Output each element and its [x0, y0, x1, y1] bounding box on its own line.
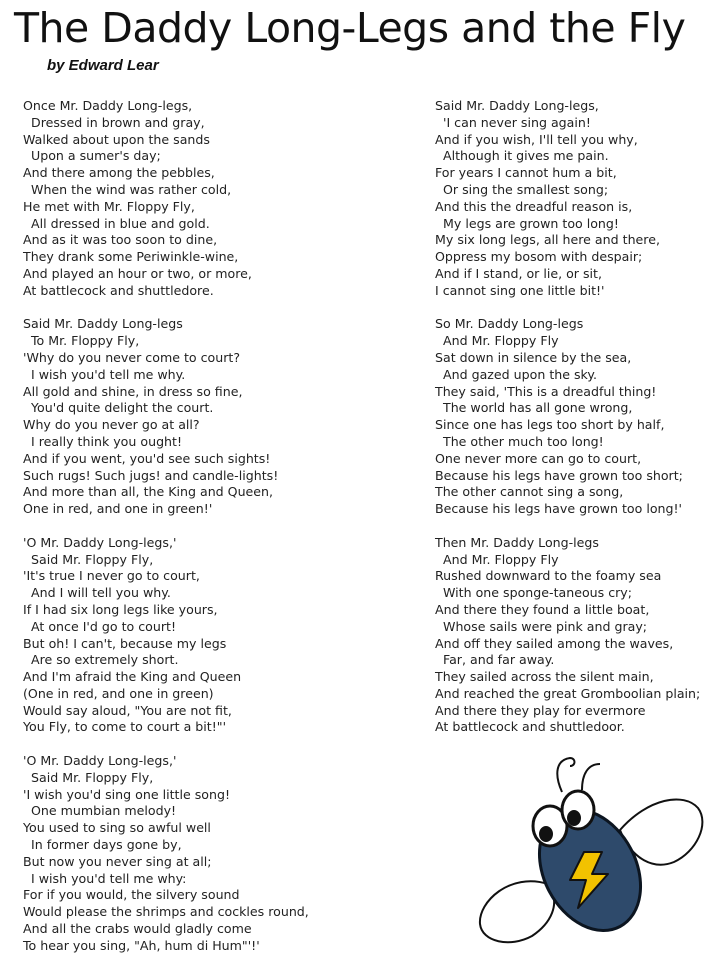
poem-line: 'I can never sing again!: [443, 114, 591, 130]
poem-line: For years I cannot hum a bit,: [435, 165, 617, 181]
fly-antenna-right: [582, 764, 600, 790]
poem-line: And I will tell you why.: [31, 585, 171, 601]
poem-line: And if I stand, or lie, or sit,: [435, 265, 602, 281]
poem-line: Then Mr. Daddy Long-legs: [435, 534, 599, 550]
poem-line: 'Why do you never come to court?: [23, 349, 241, 365]
stanza: [435, 535, 715, 737]
poem-line: Oppress my bosom with despair;: [435, 249, 643, 265]
poem-line: The other much too long!: [443, 433, 604, 449]
poem-line: Said Mr. Floppy Fly,: [31, 769, 154, 785]
poem-line: He met with Mr. Floppy Fly,: [23, 198, 195, 214]
poem-line: In former days gone by,: [31, 837, 182, 853]
stanza: [23, 98, 418, 300]
poem-line: Such rugs! Such jugs! and candle-lights!: [23, 467, 279, 483]
fly-wing-left: [480, 881, 554, 942]
poem-line: And reached the great Gromboolian plain;: [435, 685, 701, 701]
poem-line: Why do you never go at all?: [23, 417, 200, 433]
poem-column-right: [435, 98, 715, 753]
fly-pupil-right: [567, 810, 581, 826]
poem-line: And all the crabs would gladly come: [23, 921, 252, 937]
poem-line: At battlecock and shuttledore.: [23, 282, 214, 298]
poem-line: Rushed downward to the foamy sea: [435, 568, 662, 584]
poem-line: I really think you ought!: [31, 433, 183, 449]
poem-line: And if you went, you'd see such sights!: [23, 450, 271, 466]
poem-line: At battlecock and shuttledoor.: [435, 719, 625, 735]
poem-line: And Mr. Floppy Fly: [443, 551, 559, 567]
poem-line: And as it was too soon to dine,: [23, 232, 218, 248]
poem-author: by Edward Lear: [47, 57, 159, 74]
poem-line: One never more can go to court,: [435, 450, 642, 466]
poem-line: Because his legs have grown too short;: [435, 467, 683, 483]
poem-line: Would please the shrimps and cockles round,: [23, 904, 309, 920]
poem-line: Whose sails were pink and gray;: [443, 618, 648, 634]
poem-line: And Mr. Floppy Fly: [443, 333, 559, 349]
poem-line: Upon a sumer's day;: [31, 148, 161, 164]
poem-line: But oh! I can't, because my legs: [23, 635, 227, 651]
poem-line: Said Mr. Daddy Long-legs,: [435, 98, 599, 113]
poem-line: Dressed in brown and gray,: [31, 114, 205, 130]
poem-line: Since one has legs too short by half,: [435, 417, 665, 433]
poem-line: They sailed across the silent main,: [435, 669, 654, 685]
poem-line: You used to sing so awful well: [23, 820, 211, 836]
poem-line: Although it gives me pain.: [443, 148, 609, 164]
poem-line: So Mr. Daddy Long-legs: [435, 316, 584, 332]
poem-line: My legs are grown too long!: [443, 215, 619, 231]
poem-line: With one sponge-taneous cry;: [443, 585, 632, 601]
poem-line: I wish you'd tell me why.: [31, 366, 186, 382]
poem-line: The other cannot sing a song,: [435, 484, 624, 500]
poem-line: All gold and shine, in dress so fine,: [23, 383, 243, 399]
poem-line: 'O Mr. Daddy Long-legs,': [23, 534, 177, 550]
poem-line: To Mr. Floppy Fly,: [31, 333, 140, 349]
poem-line: Because his legs have grown too long!': [435, 501, 683, 517]
stanza: [435, 316, 715, 518]
poem-line: Once Mr. Daddy Long-legs,: [23, 98, 193, 113]
poem-line: And there they play for evermore: [435, 702, 646, 718]
poem-line: To hear you sing, "Ah, hum di Hum"'!': [23, 937, 260, 953]
fly-icon: [470, 752, 710, 952]
poem-line: When the wind was rather cold,: [31, 181, 232, 197]
poem-line: And this the dreadful reason is,: [435, 198, 633, 214]
poem-line: Would say aloud, "You are not fit,: [23, 702, 232, 718]
poem-line: One mumbian melody!: [31, 803, 177, 819]
poem-line: And if you wish, I'll tell you why,: [435, 131, 638, 147]
poem-line: I cannot sing one little bit!': [435, 282, 605, 298]
poem-line: My six long legs, all here and there,: [435, 232, 660, 248]
poem-line: They drank some Periwinkle-wine,: [23, 249, 239, 265]
poem-line: At once I'd go to court!: [31, 618, 176, 634]
poem-line: Said Mr. Daddy Long-legs: [23, 316, 183, 332]
stanza: [23, 753, 418, 955]
poem-line: The world has all gone wrong,: [443, 400, 633, 416]
poem-line: I wish you'd tell me why:: [31, 870, 187, 886]
poem-line: Walked about upon the sands: [23, 131, 210, 147]
poem-line: All dressed in blue and gold.: [31, 215, 210, 231]
poem-line: And played an hour or two, or more,: [23, 265, 252, 281]
fly-antenna-left: [557, 758, 574, 792]
poem-line: 'I wish you'd sing one little song!: [23, 786, 231, 802]
poem-line: Or sing the smallest song;: [443, 181, 609, 197]
poem-line: And gazed upon the sky.: [443, 366, 598, 382]
poem-line: For if you would, the silvery sound: [23, 887, 240, 903]
poem-line: Said Mr. Floppy Fly,: [31, 551, 154, 567]
poem-line: And I'm afraid the King and Queen: [23, 669, 242, 685]
poem-line: And off they sailed among the waves,: [435, 635, 674, 651]
poem-line: 'O Mr. Daddy Long-legs,': [23, 753, 177, 769]
poem-line: Sat down in silence by the sea,: [435, 349, 632, 365]
poem-title: The Daddy Long-Legs and the Fly: [14, 4, 686, 52]
poem-line: Are so extremely short.: [31, 652, 179, 668]
poem-line: And there they found a little boat,: [435, 601, 650, 617]
poem-line: (One in red, and one in green): [23, 685, 214, 701]
poem-column-left: [23, 98, 418, 971]
poem-line: Far, and far away.: [443, 652, 555, 668]
poem-line: You'd quite delight the court.: [31, 400, 214, 416]
stanza: [23, 535, 418, 737]
fly-pupil-left: [539, 826, 553, 842]
poem-line: You Fly, to come to court a bit!"': [23, 719, 227, 735]
stanza: [23, 316, 418, 518]
stanza: [435, 98, 715, 300]
poem-line: And there among the pebbles,: [23, 165, 215, 181]
poem-line: One in red, and one in green!': [23, 501, 213, 517]
poem-line: But now you never sing at all;: [23, 853, 212, 869]
poem-line: 'It's true I never go to court,: [23, 568, 200, 584]
poem-line: And more than all, the King and Queen,: [23, 484, 274, 500]
poem-line: If I had six long legs like yours,: [23, 601, 218, 617]
poem-line: They said, 'This is a dreadful thing!: [435, 383, 657, 399]
